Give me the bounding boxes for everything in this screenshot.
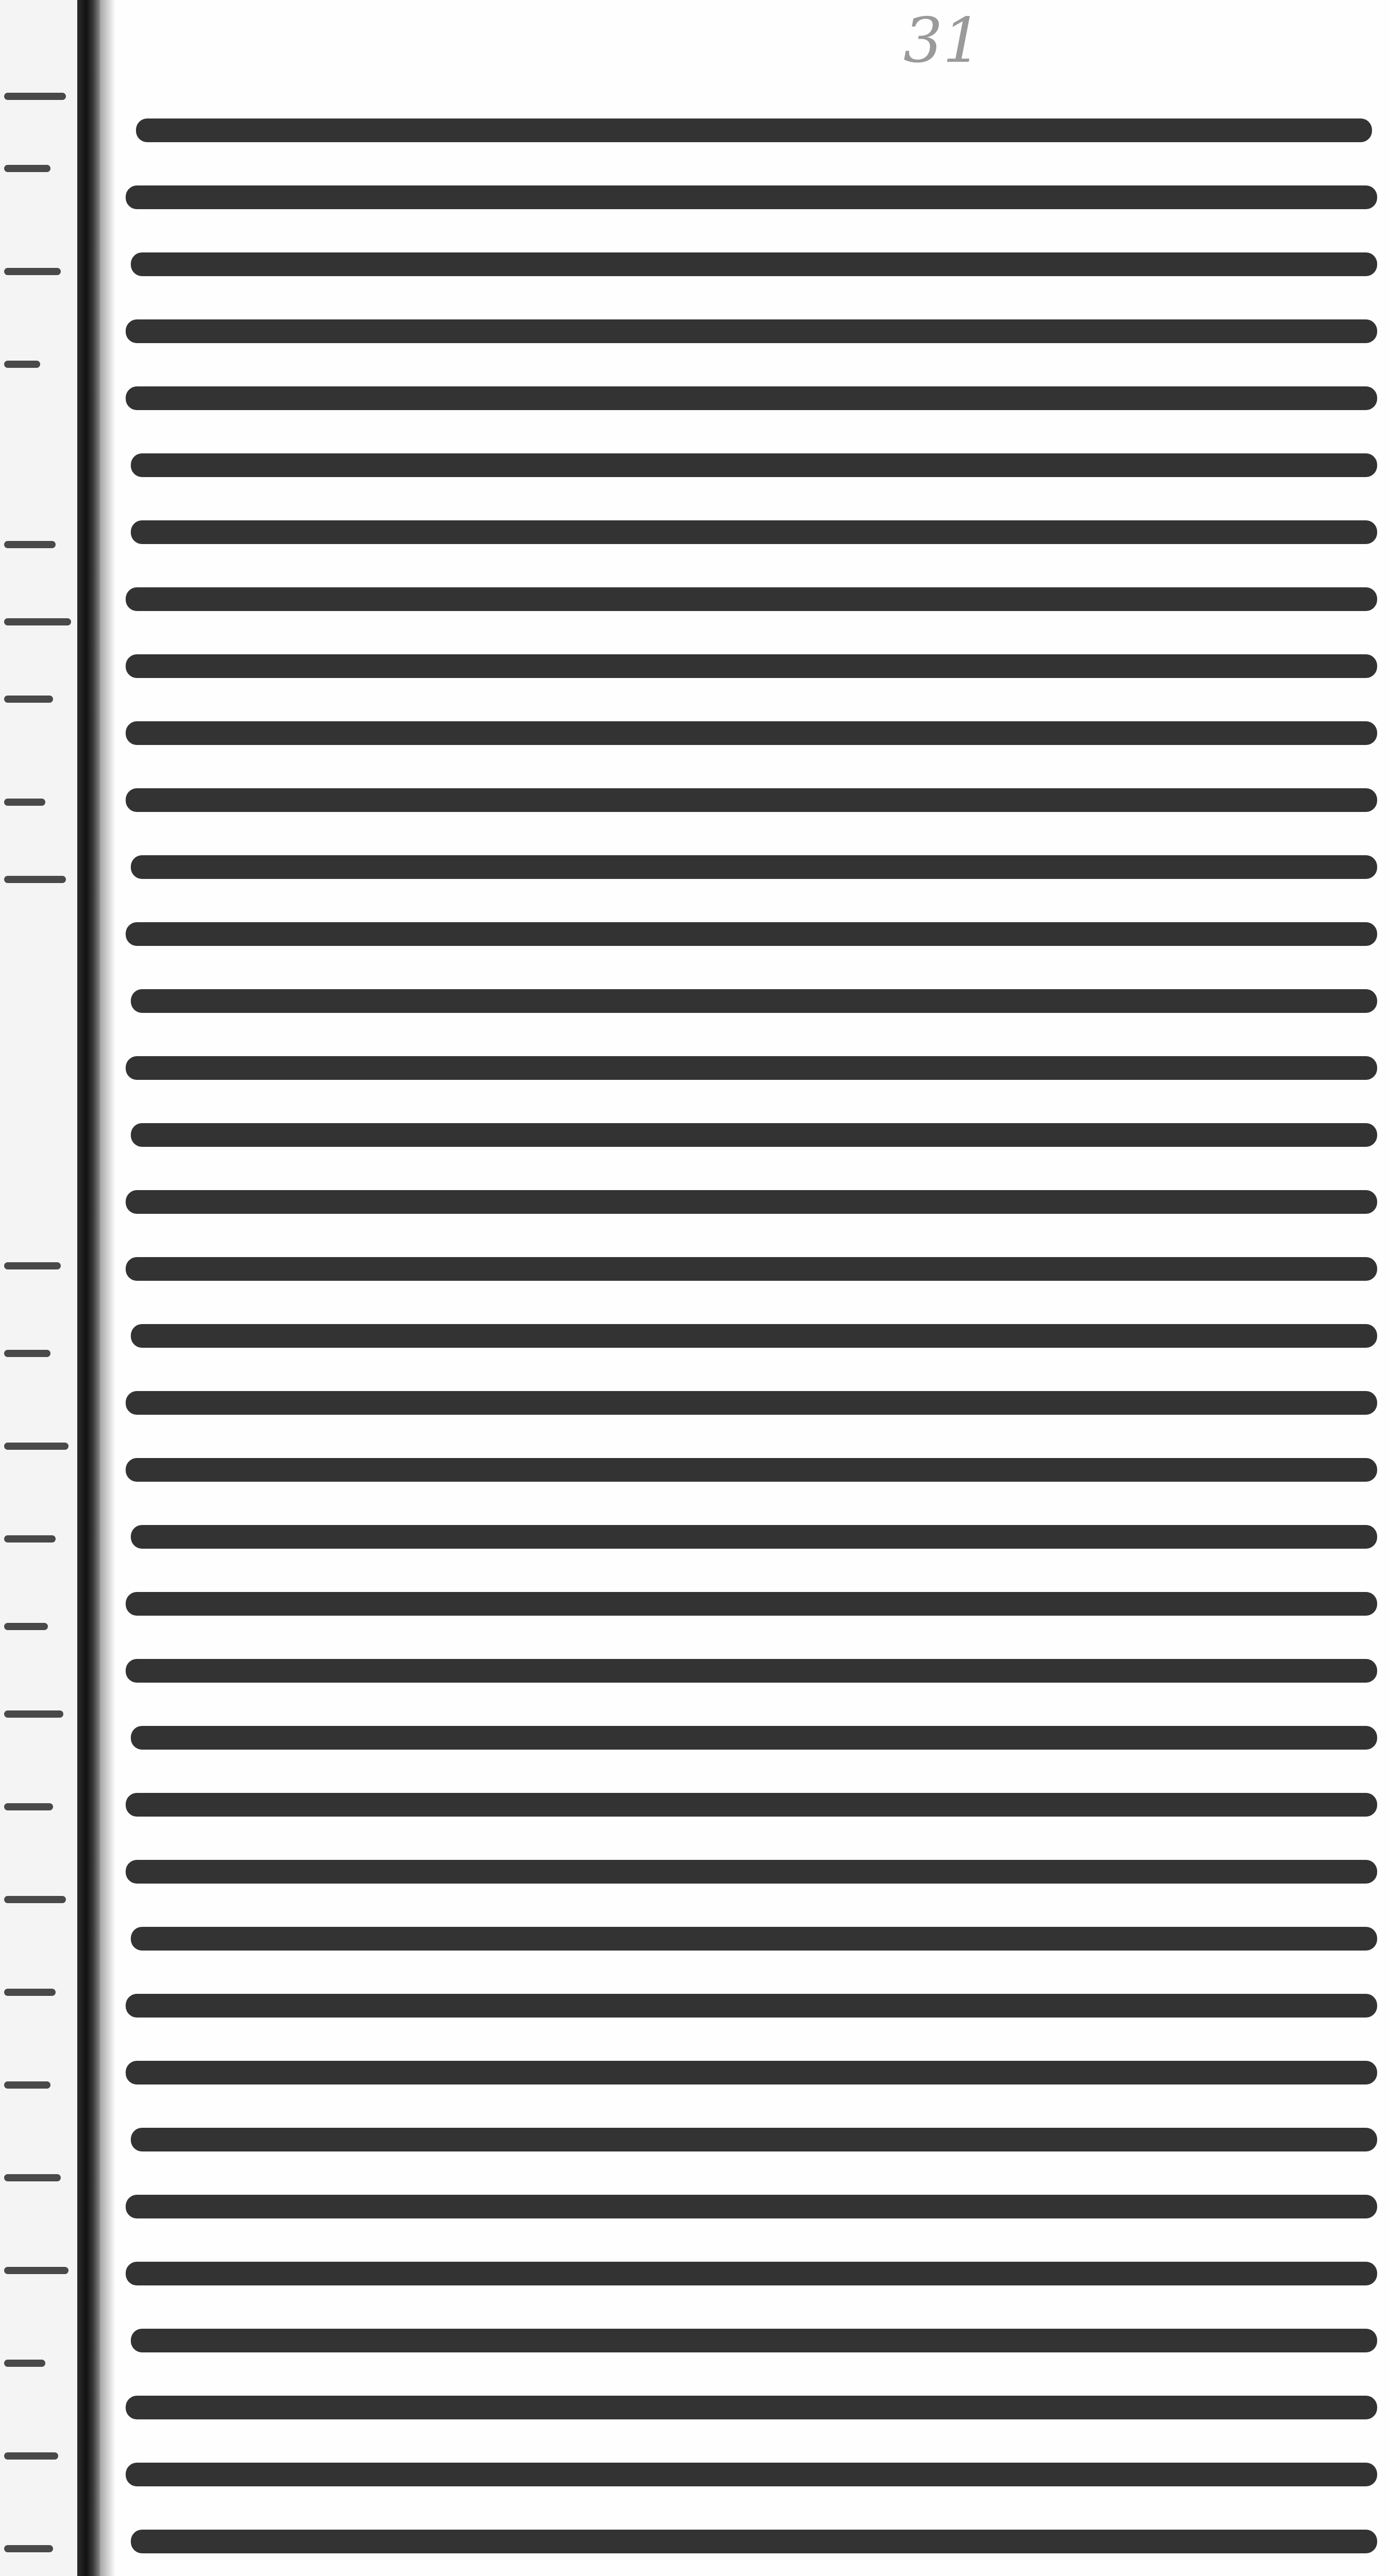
handwritten-line xyxy=(126,2061,1377,2084)
handwritten-line xyxy=(126,1391,1377,1415)
facing-text-line xyxy=(4,1803,53,1810)
handwritten-line xyxy=(131,453,1377,477)
facing-text-line xyxy=(4,361,40,368)
handwritten-line xyxy=(131,1123,1377,1147)
handwritten-line xyxy=(126,1659,1377,1683)
handwritten-line xyxy=(126,654,1377,678)
facing-text-line xyxy=(4,876,66,883)
facing-text-line xyxy=(4,1710,63,1718)
facing-text-line xyxy=(4,1535,56,1543)
binding-shadow xyxy=(100,0,115,2576)
handwritten-line xyxy=(126,2463,1377,2486)
facing-text-line xyxy=(4,268,61,275)
handwritten-line xyxy=(126,1994,1377,2018)
facing-text-line xyxy=(4,1262,61,1269)
handwritten-line xyxy=(126,2195,1377,2218)
handwritten-line xyxy=(126,2396,1377,2419)
handwritten-line xyxy=(131,520,1377,544)
handwritten-line xyxy=(126,1793,1377,1817)
facing-text-line xyxy=(4,1896,66,1903)
facing-text-line xyxy=(4,1623,48,1630)
facing-text-line xyxy=(4,93,66,100)
facing-text-line xyxy=(4,1350,50,1357)
handwritten-line xyxy=(126,721,1377,745)
handwritten-line xyxy=(126,1458,1377,1482)
handwritten-line xyxy=(131,1324,1377,1348)
handwritten-line xyxy=(131,855,1377,879)
facing-text-line xyxy=(4,2360,45,2367)
facing-text-line xyxy=(4,696,53,703)
facing-page-fragment xyxy=(0,0,77,2576)
handwritten-line xyxy=(126,386,1377,410)
handwritten-line xyxy=(126,1860,1377,1884)
facing-text-line xyxy=(4,2452,58,2460)
handwritten-line xyxy=(136,118,1372,142)
handwritten-line xyxy=(126,788,1377,812)
handwritten-line xyxy=(131,1927,1377,1951)
facing-text-line xyxy=(4,541,56,548)
facing-text-line xyxy=(4,165,50,172)
binding-gutter xyxy=(77,0,100,2576)
handwritten-ottoman-text xyxy=(115,0,1389,2576)
facing-text-line xyxy=(4,2545,53,2552)
handwritten-line xyxy=(126,1592,1377,1616)
facing-text-line xyxy=(4,1443,68,1450)
handwritten-line xyxy=(131,2128,1377,2151)
handwritten-line xyxy=(131,1525,1377,1549)
handwritten-line xyxy=(126,1257,1377,1281)
facing-text-line xyxy=(4,2267,68,2274)
handwritten-line xyxy=(126,319,1377,343)
handwritten-line xyxy=(126,1056,1377,1080)
facing-text-line xyxy=(4,1989,56,1996)
handwritten-line xyxy=(126,185,1377,209)
facing-text-line xyxy=(4,2081,50,2089)
main-folio xyxy=(115,0,1389,2576)
facing-text-line xyxy=(4,618,71,625)
handwritten-line xyxy=(126,2262,1377,2285)
folio-number: 31 xyxy=(903,5,982,77)
handwritten-line xyxy=(131,2530,1377,2553)
handwritten-line xyxy=(126,1190,1377,1214)
handwritten-line xyxy=(131,252,1377,276)
handwritten-line xyxy=(131,1726,1377,1750)
facing-text-line xyxy=(4,799,45,806)
facing-text-line xyxy=(4,2174,61,2181)
handwritten-line xyxy=(131,2329,1377,2352)
handwritten-line xyxy=(126,922,1377,946)
handwritten-line xyxy=(126,587,1377,611)
handwritten-line xyxy=(131,989,1377,1013)
